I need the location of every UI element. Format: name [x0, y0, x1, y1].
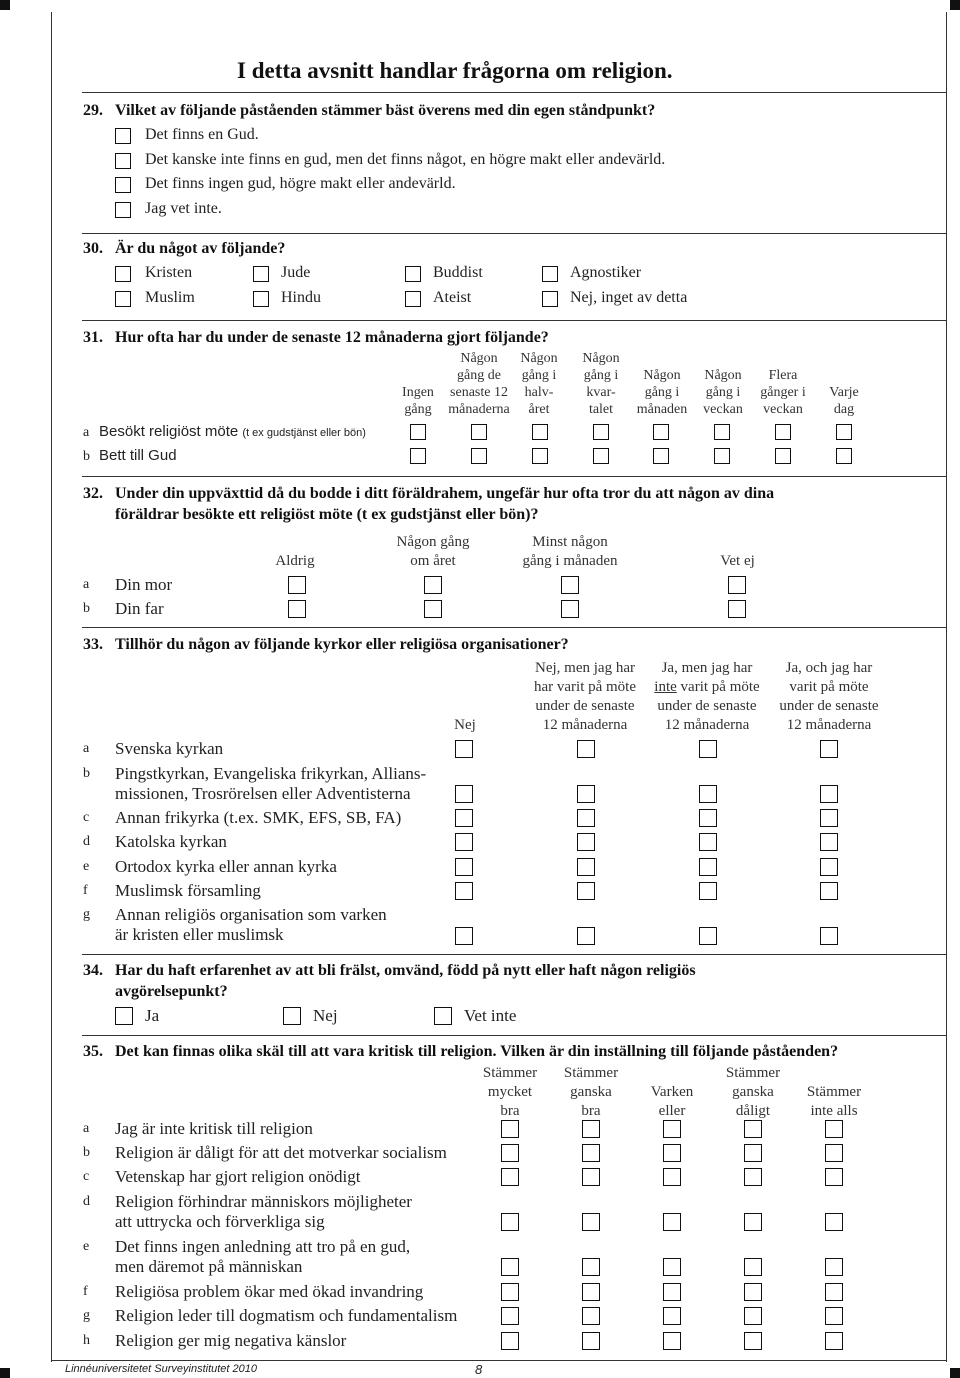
q30-option-label: Buddist — [433, 264, 483, 281]
q35-checkbox[interactable] — [825, 1120, 843, 1138]
q32-column-header: Aldrig — [275, 553, 315, 569]
q31-a-checkbox[interactable] — [653, 424, 669, 440]
q35-checkbox[interactable] — [744, 1213, 762, 1231]
page-border-right — [946, 12, 947, 1362]
q35-row-letter: h — [83, 1333, 90, 1348]
q33-row-label: Ortodox kyrka eller annan kyrka — [115, 857, 337, 876]
q35-checkbox[interactable] — [825, 1258, 843, 1276]
divider — [82, 1035, 946, 1036]
q35-row-label: Religion är dåligt för att det motverkar socialism — [115, 1143, 447, 1162]
q29-option-label: Det kanske inte finns en gud, men det finns något, en högre makt eller andevärld. — [145, 151, 666, 168]
q35-row-label: Religion förhindrar människors möjligheter att uttrycka och förverkliga sig — [115, 1192, 412, 1231]
q33-row-label: Pingstkyrkan, Evangeliska frikyrkan, Allians- missionen, Trosrörelsen eller Adventisterna — [115, 764, 427, 803]
q31-a-checkbox[interactable] — [532, 424, 548, 440]
q30-option-checkbox[interactable] — [405, 291, 421, 307]
q31-b-checkbox[interactable] — [775, 448, 791, 464]
q35-row-letter: f — [83, 1284, 88, 1299]
q35-checkbox[interactable] — [663, 1283, 681, 1301]
q33-checkbox[interactable] — [577, 785, 595, 803]
q35-checkbox[interactable] — [582, 1213, 600, 1231]
q33-row-letter: c — [83, 810, 90, 825]
q33-checkbox[interactable] — [820, 882, 838, 900]
q31-b-checkbox[interactable] — [653, 448, 669, 464]
q35-checkbox[interactable] — [825, 1144, 843, 1162]
q29-question: Vilket av följande påståenden stämmer bäst överens med din egen ståndpunkt? — [115, 102, 656, 119]
q33-row-label: Annan frikyrka (t.ex. SMK, EFS, SB, FA) — [115, 808, 402, 827]
q35-column-header: Varken eller — [650, 1084, 694, 1119]
q32-row-label: Din mor — [115, 575, 173, 594]
q30-option-checkbox[interactable] — [115, 266, 131, 282]
q34-option-checkbox[interactable] — [434, 1007, 452, 1025]
q32-number: 32. — [83, 485, 103, 502]
q32-a-checkbox[interactable] — [288, 576, 306, 594]
q32-column-header: Minst någon gång i månaden — [522, 534, 618, 569]
corner-mark-top-left — [0, 0, 10, 10]
q35-row-label: Vetenskap har gjort religion onödigt — [115, 1167, 361, 1186]
q33-checkbox[interactable] — [455, 927, 473, 945]
q33-row-label: Muslimsk församling — [115, 881, 261, 900]
q35-checkbox[interactable] — [582, 1307, 600, 1325]
q31-row-label-text: Besökt religiöst möte — [99, 423, 239, 440]
page-border-left — [51, 12, 52, 1362]
q35-checkbox[interactable] — [663, 1168, 681, 1186]
q35-checkbox[interactable] — [582, 1332, 600, 1350]
q35-checkbox[interactable] — [744, 1307, 762, 1325]
q29-option-checkbox[interactable] — [115, 202, 131, 218]
q29-option-checkbox[interactable] — [115, 153, 131, 169]
q31-number: 31. — [83, 329, 103, 346]
q30-option-checkbox[interactable] — [253, 266, 269, 282]
q35-checkbox[interactable] — [825, 1332, 843, 1350]
q33-row-label: Svenska kyrkan — [115, 739, 224, 758]
footer-page-number: 8 — [475, 1362, 483, 1377]
q35-checkbox[interactable] — [582, 1258, 600, 1276]
q35-checkbox[interactable] — [501, 1120, 519, 1138]
q30-question: Är du något av följande? — [115, 240, 286, 257]
q31-column-header: Någon gång i kvar- talet — [582, 351, 620, 417]
q29-option-label: Jag vet inte. — [145, 200, 222, 217]
q30-number: 30. — [83, 240, 103, 257]
q32-question-line2: föräldrar besökte ett religiöst möte (t ex gudstjänst eller bön)? — [115, 506, 539, 523]
q31-b-checkbox[interactable] — [532, 448, 548, 464]
q33-checkbox[interactable] — [699, 833, 717, 851]
q33-checkbox[interactable] — [455, 809, 473, 827]
corner-mark-top-right — [950, 0, 960, 10]
q31-a-checkbox[interactable] — [836, 424, 852, 440]
divider — [82, 320, 946, 321]
q30-option-label: Kristen — [145, 264, 193, 281]
q33-checkbox[interactable] — [455, 882, 473, 900]
corner-mark-bottom-left — [0, 1368, 10, 1378]
q33-checkbox[interactable] — [820, 833, 838, 851]
q32-b-checkbox[interactable] — [288, 600, 306, 618]
q35-checkbox[interactable] — [582, 1120, 600, 1138]
q35-checkbox[interactable] — [501, 1144, 519, 1162]
q35-row-label: Religiösa problem ökar med ökad invandring — [115, 1282, 424, 1301]
q35-checkbox[interactable] — [744, 1283, 762, 1301]
page-title: I detta avsnitt handlar frågorna om religion. — [237, 58, 673, 83]
q35-checkbox[interactable] — [501, 1168, 519, 1186]
q33-row-letter: d — [83, 834, 90, 849]
q33-checkbox[interactable] — [577, 740, 595, 758]
q33-checkbox[interactable] — [699, 927, 717, 945]
q30-option-label: Hindu — [281, 289, 321, 306]
q33-checkbox[interactable] — [699, 809, 717, 827]
q33-column-header: Nej, men jag har har varit på möte under de senaste 12 månaderna — [533, 660, 637, 733]
q33-checkbox[interactable] — [455, 740, 473, 758]
footer-divider — [51, 1360, 947, 1361]
q33-checkbox[interactable] — [699, 858, 717, 876]
q35-checkbox[interactable] — [744, 1168, 762, 1186]
q31-column-header: Någon gång i halv- året — [520, 351, 558, 417]
q33-question: Tillhör du någon av följande kyrkor eller religiösa organisationer? — [115, 636, 569, 653]
footer-institute: Linnéuniversitetet Surveyinstitutet 2010 — [65, 1363, 258, 1375]
q31-a-checkbox[interactable] — [593, 424, 609, 440]
q33-checkbox[interactable] — [820, 927, 838, 945]
q31-a-checkbox[interactable] — [410, 424, 426, 440]
q33-row-letter: f — [83, 883, 88, 898]
q30-option-checkbox[interactable] — [115, 291, 131, 307]
q35-checkbox[interactable] — [582, 1144, 600, 1162]
q32-b-checkbox[interactable] — [561, 600, 579, 618]
q31-a-checkbox[interactable] — [775, 424, 791, 440]
q33-row-letter: g — [83, 907, 90, 922]
q33-row-letter: b — [83, 766, 90, 781]
q33-column-header: Ja, men jag har inte varit på möte under de senaste 12 månaderna — [654, 660, 760, 733]
q33-row-label: Annan religiös organisation som varken är kristen eller muslimsk — [115, 905, 387, 944]
q32-column-header: Någon gång om året — [396, 534, 470, 569]
q35-checkbox[interactable] — [501, 1283, 519, 1301]
q32-row-letter: b — [83, 601, 90, 616]
q35-checkbox[interactable] — [825, 1283, 843, 1301]
q35-checkbox[interactable] — [663, 1144, 681, 1162]
q35-column-header: Stämmer mycket bra — [482, 1065, 538, 1119]
q35-checkbox[interactable] — [663, 1258, 681, 1276]
q32-a-checkbox[interactable] — [728, 576, 746, 594]
q35-number: 35. — [83, 1043, 103, 1060]
q30-option-label: Agnostiker — [570, 264, 642, 281]
q33-checkbox[interactable] — [820, 809, 838, 827]
q31-column-header: Varje dag — [829, 385, 859, 417]
q33-checkbox[interactable] — [577, 927, 595, 945]
divider — [82, 954, 946, 955]
q31-column-header: Någon gång i månaden — [636, 368, 688, 417]
q33-checkbox[interactable] — [455, 833, 473, 851]
q33-checkbox[interactable] — [820, 858, 838, 876]
q30-option-checkbox[interactable] — [542, 266, 558, 282]
q31-a-checkbox[interactable] — [471, 424, 487, 440]
q35-row-letter: c — [83, 1169, 90, 1184]
q34-question-line2: avgörelsepunkt? — [115, 983, 228, 1000]
q33-checkbox[interactable] — [699, 740, 717, 758]
q30-option-checkbox[interactable] — [542, 291, 558, 307]
q29-option-label: Det finns ingen gud, högre makt eller andevärld. — [145, 175, 456, 192]
q35-checkbox[interactable] — [663, 1332, 681, 1350]
q35-column-header: Stämmer ganska bra — [563, 1065, 619, 1119]
q31-row-label: Bett till Gud — [99, 447, 177, 464]
q34-question-line1: Har du haft erfarenhet av att bli frälst, omvänd, född på nytt eller haft någon religiös — [115, 962, 696, 979]
q29-number: 29. — [83, 102, 103, 119]
q32-question-line1: Under din uppväxttid då du bodde i ditt föräldrahem, ungefär hur ofta tror du att någon av dina — [115, 485, 775, 502]
q33-row-label: Katolska kyrkan — [115, 832, 227, 851]
q35-checkbox[interactable] — [744, 1332, 762, 1350]
q35-checkbox[interactable] — [825, 1307, 843, 1325]
q33-row-letter: e — [83, 859, 90, 874]
q35-checkbox[interactable] — [501, 1332, 519, 1350]
q33-checkbox[interactable] — [577, 833, 595, 851]
q31-b-checkbox[interactable] — [410, 448, 426, 464]
q31-b-checkbox[interactable] — [836, 448, 852, 464]
q35-row-label: Det finns ingen anledning att tro på en gud, men däremot på människan — [115, 1237, 411, 1276]
q30-option-label: Ateist — [433, 289, 472, 306]
q33-checkbox[interactable] — [699, 785, 717, 803]
q35-checkbox[interactable] — [501, 1213, 519, 1231]
q32-b-checkbox[interactable] — [728, 600, 746, 618]
q35-checkbox[interactable] — [501, 1258, 519, 1276]
q33-checkbox[interactable] — [820, 740, 838, 758]
q30-option-label: Nej, inget av detta — [570, 289, 688, 306]
q32-row-letter: a — [83, 577, 90, 592]
q35-row-letter: b — [83, 1145, 90, 1160]
q32-column-header: Vet ej — [720, 553, 755, 569]
q31-column-header: Någon gång de senaste 12 månaderna — [448, 351, 510, 417]
q35-checkbox[interactable] — [744, 1258, 762, 1276]
q31-row-label — [99, 423, 366, 440]
q35-checkbox[interactable] — [582, 1283, 600, 1301]
q30-option-checkbox[interactable] — [405, 266, 421, 282]
q29-option-label: Det finns en Gud. — [145, 126, 259, 143]
q35-row-letter: a — [83, 1121, 90, 1136]
q31-question: Hur ofta har du under de senaste 12 månaderna gjort följande? — [115, 329, 549, 346]
q32-b-checkbox[interactable] — [424, 600, 442, 618]
q35-checkbox[interactable] — [663, 1307, 681, 1325]
q35-checkbox[interactable] — [744, 1144, 762, 1162]
q35-checkbox[interactable] — [582, 1168, 600, 1186]
q32-row-label: Din far — [115, 599, 164, 618]
divider — [82, 627, 946, 628]
q32-a-checkbox[interactable] — [561, 576, 579, 594]
q34-option-label: Ja — [145, 1006, 160, 1025]
q32-a-checkbox[interactable] — [424, 576, 442, 594]
q34-option-label: Nej — [313, 1006, 338, 1025]
q35-checkbox[interactable] — [663, 1120, 681, 1138]
q33-number: 33. — [83, 636, 103, 653]
q33-row-letter: a — [83, 741, 90, 756]
q33-checkbox[interactable] — [699, 882, 717, 900]
divider — [82, 92, 946, 93]
q35-row-label: Jag är inte kritisk till religion — [115, 1119, 313, 1138]
q29-option-checkbox[interactable] — [115, 177, 131, 193]
q33-checkbox[interactable] — [577, 858, 595, 876]
q34-option-checkbox[interactable] — [283, 1007, 301, 1025]
q31-row-letter: b — [83, 449, 90, 464]
q33-checkbox[interactable] — [577, 809, 595, 827]
q31-b-checkbox[interactable] — [714, 448, 730, 464]
corner-mark-bottom-right — [950, 1368, 960, 1378]
q31-column-header: Ingen gång — [402, 385, 434, 417]
q35-question: Det kan finnas olika skäl till att vara kritisk till religion. Vilken är din inställning till följande påståenden? — [115, 1043, 839, 1060]
divider — [82, 233, 946, 234]
q35-checkbox[interactable] — [501, 1307, 519, 1325]
q35-checkbox[interactable] — [744, 1120, 762, 1138]
q33-checkbox[interactable] — [820, 785, 838, 803]
q35-checkbox[interactable] — [663, 1213, 681, 1231]
q31-row-letter: a — [83, 425, 90, 440]
q31-b-checkbox[interactable] — [471, 448, 487, 464]
divider — [82, 476, 946, 477]
q31-a-checkbox[interactable] — [714, 424, 730, 440]
q29-option-checkbox[interactable] — [115, 128, 131, 144]
q33-checkbox[interactable] — [577, 882, 595, 900]
q33-checkbox[interactable] — [455, 858, 473, 876]
q35-row-letter: g — [83, 1308, 90, 1323]
q34-number: 34. — [83, 962, 103, 979]
q30-option-checkbox[interactable] — [253, 291, 269, 307]
q35-row-letter: d — [83, 1194, 90, 1209]
q35-row-label: Religion leder till dogmatism och fundamentalism — [115, 1306, 458, 1325]
q31-row-note: (t ex gudstjänst eller bön) — [242, 427, 366, 439]
q33-column-header: Nej — [454, 717, 476, 733]
q30-option-label: Jude — [281, 264, 311, 281]
q35-checkbox[interactable] — [825, 1168, 843, 1186]
q35-column-header: Stämmer inte alls — [806, 1084, 862, 1119]
q30-option-label: Muslim — [145, 289, 195, 306]
q35-row-label: Religion ger mig negativa känslor — [115, 1331, 347, 1350]
q31-column-header: Någon gång i veckan — [703, 368, 743, 417]
q31-b-checkbox[interactable] — [593, 448, 609, 464]
q33-column-header: Ja, och jag har varit på möte under de senaste 12 månaderna — [779, 660, 879, 733]
q35-checkbox[interactable] — [825, 1213, 843, 1231]
q35-column-header: Stämmer ganska dåligt — [725, 1065, 781, 1119]
q31-column-header: Flera gånger i veckan — [760, 368, 806, 417]
q34-option-label: Vet inte — [464, 1006, 517, 1025]
q33-checkbox[interactable] — [455, 785, 473, 803]
q34-option-checkbox[interactable] — [115, 1007, 133, 1025]
q35-row-letter: e — [83, 1239, 90, 1254]
